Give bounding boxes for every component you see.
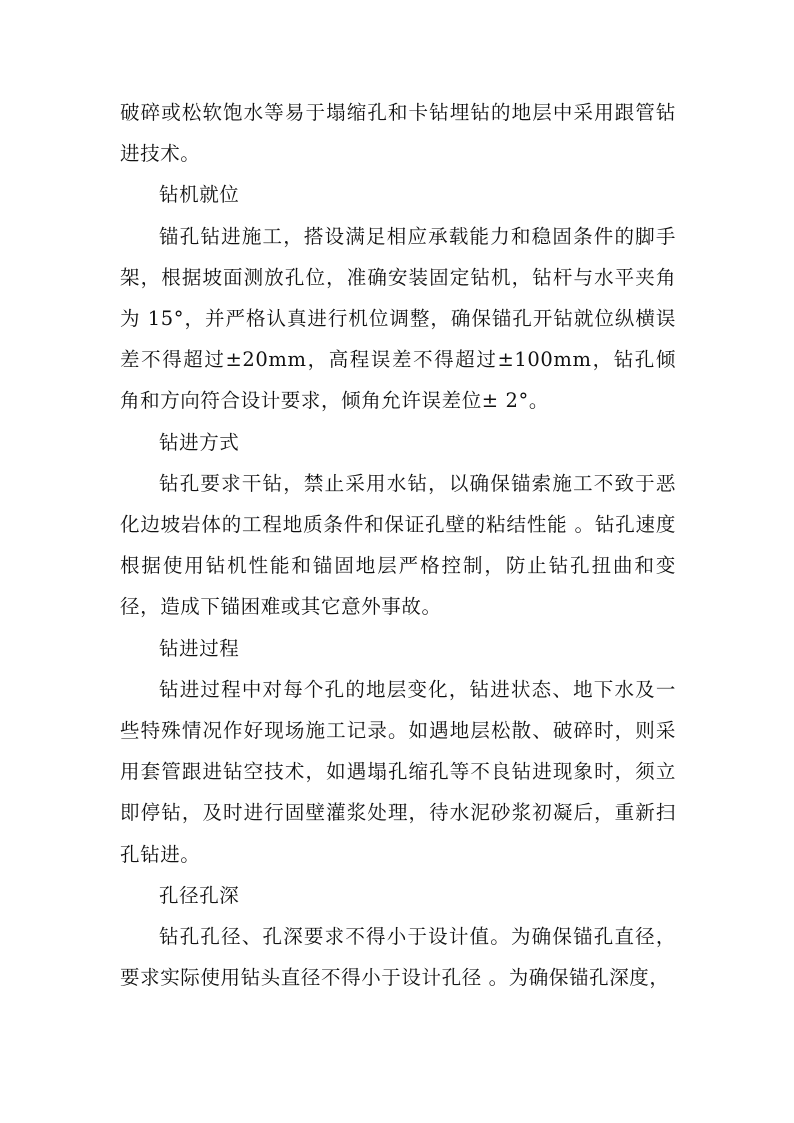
paragraph-drilling-method: 钻孔要求干钻，禁止采用水钻，以确保锚索施工不致于恶化边坡岩体的工程地质条件和保证孔壁的粘结性能 。钻孔速度根据使用钻机性能和锚固地层严格控制，防止钻孔扭曲和变径，造成下锚困难或其它意外事故。 [120, 471, 676, 619]
paragraph-drilling-process: 钻进过程中对每个孔的地层变化，钻进状态、地下水及一些特殊情况作好现场施工记录。如遇地层松散、破碎时，则采用套管跟进钻空技术，如遇塌孔缩孔等不良钻进现象时，须立即停钻，及时进行固壁灌浆处理，待水泥砂浆初凝后，重新扫孔钻进。 [120, 677, 676, 866]
section-heading-hole-diameter-depth: 孔径孔深 [159, 883, 240, 907]
section-heading-drilling-process: 钻进过程 [159, 636, 240, 660]
paragraph-continuation: 破碎或松软饱水等易于塌缩孔和卡钻埋钻的地层中采用跟管钻进技术。 [120, 101, 676, 166]
section-heading-drilling-method: 钻进方式 [159, 430, 240, 454]
paragraph-drill-positioning: 锚孔钻进施工，搭设满足相应承载能力和稳固条件的脚手架，根据坡面测放孔位，准确安装固定钻机，钻杆与水平夹角为 15°，并严格认真进行机位调整，确保锚孔开钻就位纵横误差不得超过±20mm，高程误差不得超过±100mm，钻孔倾角和方向符合设计要求，倾角允许误差位± 2°。 [120, 224, 676, 413]
section-heading-drill-positioning: 钻机就位 [159, 183, 240, 207]
paragraph-hole-diameter-depth: 钻孔孔径、孔深要求不得小于设计值。为确保锚孔直径，要求实际使用钻头直径不得小于设计孔径 。为确保锚孔深度， [120, 925, 676, 990]
document-body [120, 92, 676, 998]
